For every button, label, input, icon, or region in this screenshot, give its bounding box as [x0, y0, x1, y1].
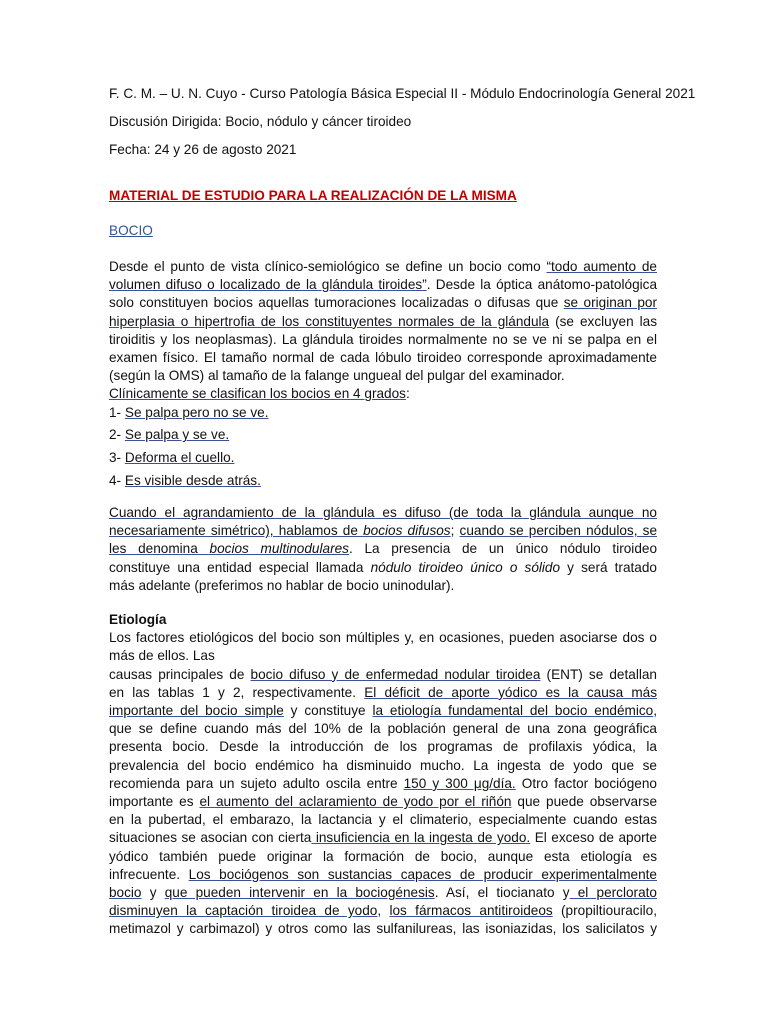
- course-header: F. C. M. – U. N. Cuyo - Curso Patología Básica Especial II - Módulo Endocrinología General 2021: [109, 86, 696, 101]
- text-line: [109, 666, 657, 684]
- text-line: [109, 559, 657, 577]
- text-line: [109, 829, 657, 847]
- text-span: importante es: [109, 794, 200, 810]
- text-line: [109, 884, 657, 902]
- text-line: [109, 540, 657, 558]
- text-span: situaciones se asocian con cierta: [109, 830, 312, 846]
- underlined-text: necesariamente simétrico), hablamos de: [109, 523, 364, 539]
- grade-item: [109, 426, 657, 444]
- text-span: Otro factor bociógeno: [515, 775, 657, 791]
- text-line: que se define cuando más del 10% de la población general de una zona geográfica: [109, 721, 657, 737]
- underlined-text: bocio: [109, 885, 142, 901]
- text-span: ;: [450, 523, 460, 539]
- text-line: [109, 866, 657, 884]
- text-span: (ENT) se detallan: [540, 666, 657, 682]
- text-span: infrecuente.: [109, 866, 189, 882]
- text-span: recomienda para un sujeto adulto oscila entre: [109, 775, 404, 791]
- text-line: más de ellos. Las: [109, 648, 215, 664]
- underlined-text: la etiología fundamental del bocio endémico: [372, 703, 654, 719]
- text-line: yódico también puede originar la formación de bocio, aunque esta etiología es: [109, 848, 657, 864]
- italic-term: nódulo tiroideo único o sólido: [370, 559, 561, 575]
- paragraph-classification: [109, 504, 657, 595]
- text-line: metimazol y carbimazol) y otros como las sulfanilureas, las isoniazidas, los salicilatos y: [109, 921, 657, 937]
- text-line: prevalencia del bocio endémico ha disminuido mucho. La ingesta de yodo que se: [109, 757, 657, 773]
- grade-text: Deforma el cuello.: [124, 450, 235, 466]
- underlined-text: les denomina: [109, 541, 210, 557]
- text-line: [109, 276, 657, 294]
- text-span: y: [141, 885, 165, 901]
- italic-term: bocios multinodulares: [209, 541, 349, 557]
- text-span: y constituye: [283, 703, 373, 719]
- underlined-text: Clínicamente se clasifican los bocios en 4 grados: [109, 386, 406, 402]
- text-span: en las tablas 1 y 2, respectivamente.: [109, 684, 365, 700]
- underlined-text: importante del bocio simple: [109, 703, 284, 719]
- text-line: Los factores etiológicos del bocio son múltiples y, en ocasiones, pueden asociarse dos o: [109, 630, 657, 646]
- underlined-text: Los bociógenos son sustancias capaces de producir experimentalmente: [188, 866, 657, 882]
- text-line: [109, 294, 657, 312]
- etiologia-heading: Etiología: [109, 612, 167, 627]
- text-span: constituye una entidad especial llamada: [109, 559, 371, 575]
- text-line: presenta bocio. Desde la introducción de los programas de profilaxis yódica, la: [109, 739, 657, 755]
- text-span: Desde el punto de vista clínico-semiológico se define un bocio como: [109, 259, 547, 274]
- underlined-text: disminuyen la captación tiroidea de yodo: [109, 903, 378, 919]
- text-span: y será tratado: [560, 559, 657, 575]
- text-span: que puede observarse: [511, 794, 658, 810]
- text-line: [109, 775, 657, 793]
- text-line: (según la OMS) al tamaño de la falange ungueal del pulgar del examinador.: [109, 368, 565, 384]
- grade-number: 2-: [109, 427, 125, 443]
- underlined-text: los fármacos antitiroideos: [389, 903, 553, 919]
- text-line: tiroiditis y los neoplasmas). La glándula tiroides normalmente no se ve ni se palpa en el: [109, 331, 657, 347]
- grade-number: 1-: [109, 404, 125, 420]
- underlined-text: Cuando el agrandamiento de la glándula es difuso (de toda la glándula aunque no: [109, 505, 657, 520]
- text-span: ,: [653, 703, 657, 719]
- text-span: :: [405, 386, 410, 402]
- underlined-text: que pueden intervenir en la bociogénesis: [164, 885, 435, 901]
- discussion-title: Discusión Dirigida: Bocio, nódulo y cáncer tiroideo: [109, 114, 412, 129]
- text-span: . La presencia de un único nódulo tiroideo: [348, 541, 658, 557]
- underlined-text: cuando se perciben nódulos, se: [459, 523, 657, 539]
- underlined-text: insuficiencia en la ingesta de yodo.: [311, 830, 531, 846]
- grade-item: [109, 449, 657, 467]
- grade-item: [109, 472, 657, 490]
- text-span: (propiltiouracilo,: [552, 903, 657, 919]
- underlined-text: el perclorato: [569, 885, 657, 901]
- text-span: (se excluyen las: [549, 313, 658, 329]
- text-line: [109, 702, 657, 720]
- text-span: El exceso de aporte: [530, 830, 657, 846]
- text-span: solo constituyen bocios aquellas tumoraciones localizadas o difusas que: [109, 295, 564, 311]
- section-etiologia: [109, 611, 657, 939]
- text-line: [109, 258, 657, 276]
- paragraph-definition: [109, 258, 657, 490]
- grade-number: 4-: [109, 473, 125, 489]
- text-span: . Desde la óptica anátomo-patológica: [426, 277, 658, 293]
- text-span: causas principales de: [109, 666, 251, 682]
- grade-text: Se palpa pero no se ve.: [124, 404, 269, 420]
- underlined-text: bocio difuso y de enfermedad nodular tiroidea: [250, 666, 541, 682]
- italic-term: bocios difusos: [363, 523, 451, 539]
- underlined-text: El déficit de aporte yódico es la causa más: [364, 684, 658, 700]
- underlined-text: volumen difuso o localizado de la glándula tiroides”: [109, 277, 427, 293]
- text-span: . Así, el tiocianato y: [434, 885, 570, 901]
- text-line: [109, 793, 657, 811]
- text-line: [109, 684, 657, 702]
- text-line: más adelante (preferimos no hablar de bocio uninodular).: [109, 577, 455, 593]
- text-line: [109, 385, 657, 403]
- underlined-text: hiperplasia o hipertrofia de los constituyentes normales de la glándula: [109, 313, 550, 329]
- subsection-title: BOCIO: [109, 223, 153, 238]
- grade-text: Es visible desde atrás.: [124, 473, 261, 489]
- grade-text: Se palpa y se ve.: [124, 427, 230, 443]
- text-line: [109, 313, 657, 331]
- text-line: en la pubertad, el embarazo, la lactancia y el climaterio, especialmente cuando estas: [109, 812, 657, 828]
- underlined-text: se originan por: [563, 295, 657, 311]
- grade-item: [109, 404, 657, 422]
- grade-number: 3-: [109, 450, 125, 466]
- text-line: examen físico. El tamaño normal de cada lóbulo tiroideo corresponde aproximadamente: [109, 350, 657, 366]
- underlined-text: “todo aumento de: [546, 259, 657, 274]
- underlined-text: el aumento del aclaramiento de yodo por el riñón: [199, 794, 512, 810]
- text-line: [109, 504, 657, 522]
- underlined-text: 150 y 300 μg/día.: [403, 775, 516, 791]
- text-line: [109, 902, 657, 920]
- text-line: [109, 522, 657, 540]
- section-title: MATERIAL DE ESTUDIO PARA LA REALIZACIÓN DE LA MISMA: [109, 188, 517, 203]
- date-line: Fecha: 24 y 26 de agosto 2021: [109, 142, 297, 157]
- text-span: ,: [377, 903, 390, 919]
